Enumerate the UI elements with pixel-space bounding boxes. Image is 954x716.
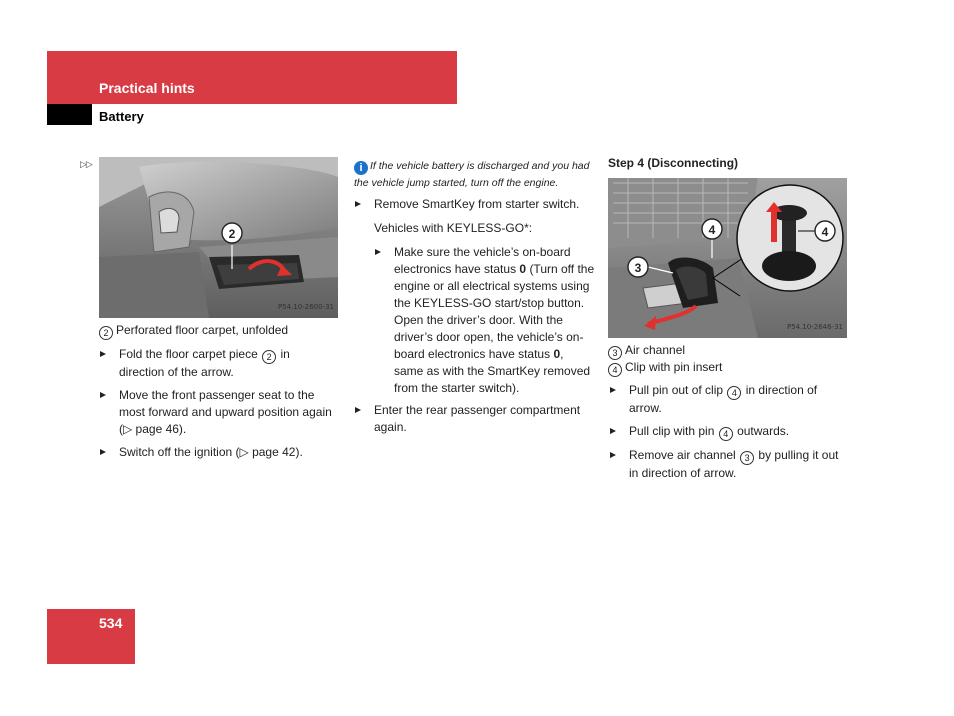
instruction-remove-smartkey: Remove SmartKey from starter switch. [355,196,595,213]
figure2-callout-3: 3 [634,261,642,275]
figure-air-channel [608,178,847,338]
page-number: 534 [99,615,123,631]
callout-number: 3 [740,451,754,465]
subsection-title: Battery [99,109,144,124]
callout-number: 4 [719,427,733,441]
bullet-icon [355,407,361,413]
caption-text: Perforated floor carpet, unfolded [116,323,289,337]
instruction-pull-clip: Pull clip with pin 4 outwards. [610,423,850,441]
bullet-icon [610,428,616,434]
continuation-marker: ▷▷ [80,159,92,169]
callout-number: 3 [608,346,622,360]
instruction-keyless-electronics: Make sure the vehicle’s on-board electronics have status 0 (Turn off the engine or all electrical systems using the KEYLESS-GO start/stop button. Open the driver’s door. With the driver’s door open, the vehicle’s on-board electronics have status 0, same as with the SmartKey removed from the starter switch). [375,244,595,397]
figure2-callout-4b: 4 [821,225,829,239]
callout-number: 2 [262,350,276,364]
instruction-enter-rear: Enter the rear passenger compartment again. [355,402,595,436]
info-icon: i [354,161,368,175]
instruction-move-seat: Move the front passenger seat to the most forward and upward position again (▷ page 46). [100,387,338,438]
figure2-caption-clip: 4 Clip with pin insert [608,359,848,377]
callout-number: 2 [99,326,113,340]
bullet-icon [100,449,106,455]
figure2-callout-4a: 4 [708,223,716,237]
bullet-icon [610,387,616,393]
callout-number: 4 [727,386,741,400]
figure1-caption [99,322,339,340]
section-tab-marker [47,104,92,125]
figure2-caption-air-channel: 3 Air channel [608,342,848,360]
bullet-icon [100,392,106,398]
instruction-pull-pin: Pull pin out of clip 4 in direction of arrow. [610,382,850,417]
keyless-go-label: Vehicles with KEYLESS-GO*: [374,221,533,235]
figure-floor-carpet [99,157,338,318]
bullet-icon [610,452,616,458]
section-title: Practical hints [99,80,195,96]
figure1-code: P54.10-2600-31 [277,303,334,311]
bullet-icon [100,351,106,357]
instruction-ignition-off: Switch off the ignition (▷ page 42). [100,444,338,461]
figure2-code: P54.10-2646-31 [786,323,843,331]
info-note: i If the vehicle battery is discharged and you had the vehicle jump started, turn off the engine. [354,160,590,189]
instruction-remove-air-channel: Remove air channel 3 by pulling it out in direction of arrow. [610,447,850,482]
bullet-icon [375,249,381,255]
figure1-callout: 2 [228,227,236,241]
callout-number: 4 [608,363,622,377]
step-heading: Step 4 (Disconnecting) [608,156,739,170]
bullet-icon [355,201,361,207]
instruction-fold-carpet: Fold the floor carpet piece 2 in direction of the arrow. [100,346,338,381]
